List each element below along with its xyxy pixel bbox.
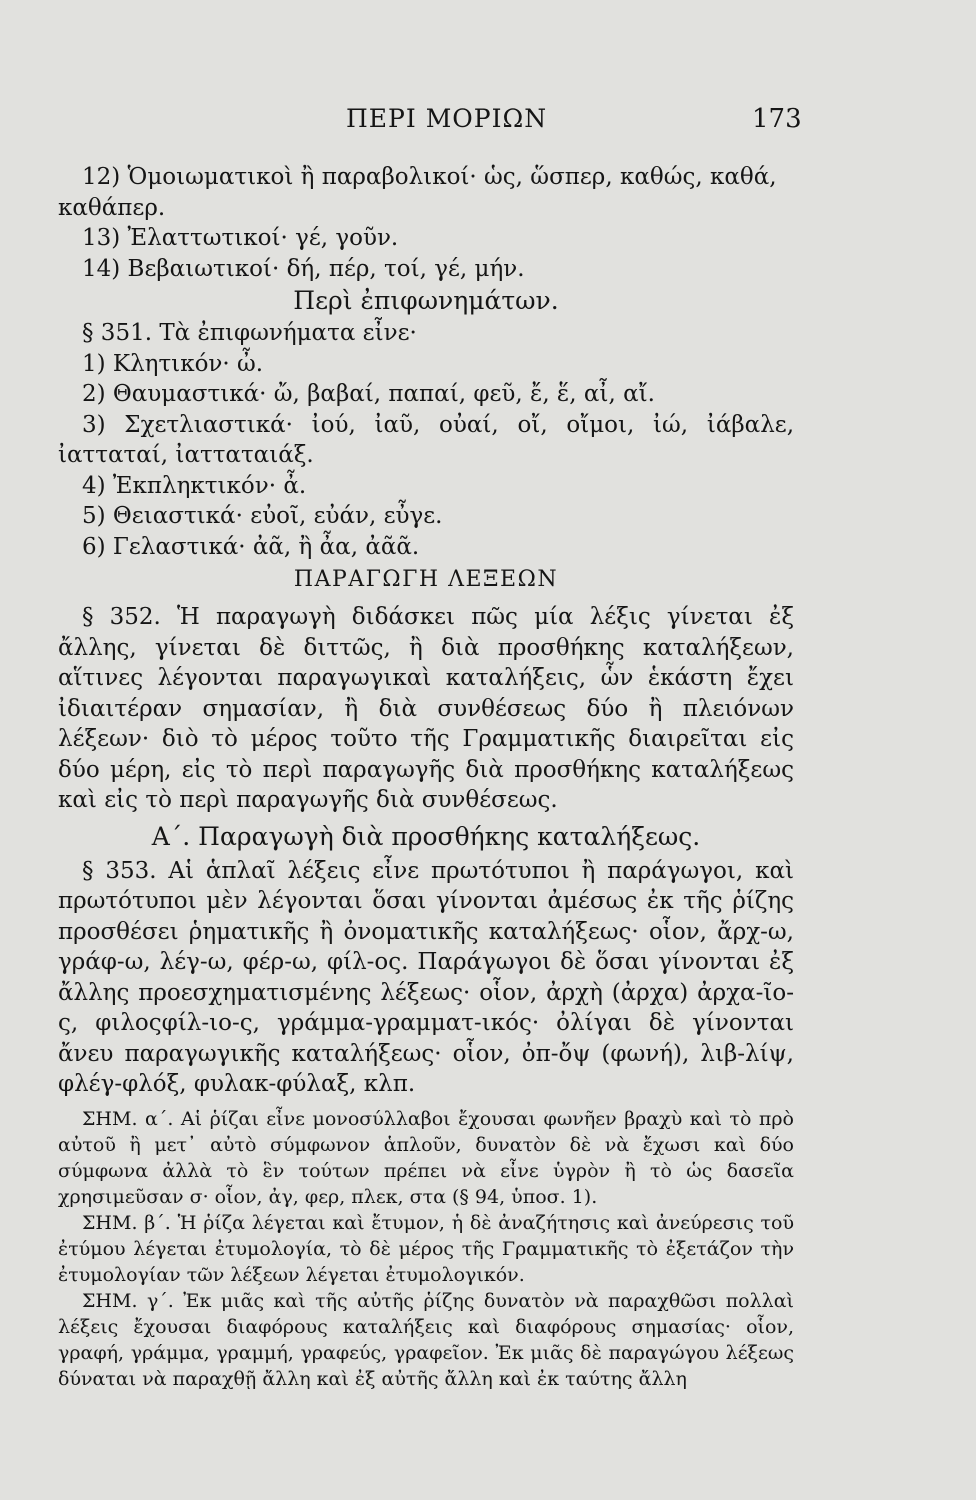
- page-header: [0, 104, 976, 144]
- interjection-6: 6) Γελαστικά· ἀᾶ, ἢ ἆα, ἀᾶᾶ.: [82, 533, 420, 560]
- list-item-12: 12) Ὁμοιωματικοὶ ἢ παραβολικοί· ὡς, ὥσπερ, καθώς, καθά,: [82, 164, 777, 190]
- chapter-heading: ΠΑΡΑΓΩΓΗ ΛΕΞΕΩΝ: [293, 567, 559, 592]
- notes: [58, 1106, 794, 1392]
- list-item-13: 13) Ἐλαττωτικοί· γέ, γοῦν.: [82, 225, 399, 251]
- list-item-12-cont: καθάπερ.: [58, 194, 166, 221]
- paragraph-353: § 353. Αἱ ἁπλαῖ λέξεις εἶνε πρωτότυποι ἢ παράγωγοι, καὶ πρωτότυποι μὲν λέγονται ὅσαι γίνονται ἀμέσως ἐκ τῆς ῥίζης προσθέσει ῥηματικῆς ἢ ὀνοματικῆς καταλήξεως· οἷον, ἄρχ-ω, γράφ-ω, λέγ-ω, φέρ-ω, φίλ-ος. Παράγωγοι δὲ ὅσαι γίνονται ἐξ ἄλλης προεσχηματισμένης λέξεως· οἷον, ἀρχὴ (ἀρχα) ἀρχα-ῖο-ς, φιλοςφίλ-ιο-ς, γράμμα-γραμματ-ικός· ὀλίγαι δὲ γίνονται ἄνευ παραγωγικῆς καταλήξεως· οἷον, ὀπ-ὄψ (φωνή), λιβ-λίψ, φλέγ-φλόξ, φυλακ-φύλαξ, κλπ.: [58, 857, 794, 1097]
- note-a: ΣΗΜ. α΄. Αἱ ῥίζαι εἶνε μονοσύλλαβοι ἔχουσαι φωνῆεν βραχὺ καὶ τὸ πρὸ αὐτοῦ ἢ μετ᾽ αὐτὸ σύμφωνον ἁπλοῦν, δυνατὸν δὲ νὰ ἔχωσι καὶ δύο σύμφωνα ἀλλὰ τὸ ἓν τούτων πρέπει νὰ εἶνε ὑγρὸν ἢ τὸ ὡς δασεῖα χρησιμεῦσαν σ· οἷον, ἀγ, φερ, πλεκ, στα (§ 94, ὑποσ. 1).: [58, 1107, 794, 1208]
- interjection-4: 4) Ἐκπληκτικόν· ἆ.: [82, 472, 307, 499]
- interjection-3: 3) Σχετλιαστικά· ἰού, ἰαῦ, οὐαί, οἴ, οἴμοι, ἰώ, ἰάβαλε, ἰατταταί, ἰατταταιάξ.: [58, 411, 794, 468]
- note-b: ΣΗΜ. β΄. Ἡ ῥίζα λέγεται καὶ ἔτυμον, ἡ δὲ ἀναζήτησις καὶ ἀνεύρεσις τοῦ ἐτύμου λέγεται ἐτυμολογία, τὸ δὲ μέρος τῆς Γραμματικῆς τὸ ἐξετάζον τὴν ἐτυμολογίαν τῶν λέξεων λέγεται ἐτυμολογικόν.: [58, 1211, 794, 1286]
- interjection-1: 1) Κλητικόν· ὦ.: [82, 350, 264, 377]
- note-c: ΣΗΜ. γ΄. Ἐκ μιᾶς καὶ τῆς αὐτῆς ῥίζης δυνατὸν νὰ παραχθῶσι πολλαὶ λέξεις ἔχουσαι διαφόρους καταλήξεις καὶ διαφόρους σημασίας· οἷον, γραφή, γράμμα, γραμμή, γραφεύς, γραφεῖον. Ἐκ μιᾶς δὲ παραγώγου λέξεως δύναται νὰ παραχθῇ ἄλλη καὶ ἐξ αὐτῆς ἄλλη καὶ ἐκ ταύτης ἄλλη: [58, 1289, 794, 1390]
- section-heading: Α΄. Παραγωγὴ διὰ προσθήκης καταλήξεως.: [151, 821, 701, 851]
- list-item-14: 14) Βεβαιωτικοί· δή, πέρ, τοί, γέ, μήν.: [82, 255, 525, 282]
- interjection-5: 5) Θειαστικά· εὐοῖ, εὐάν, εὖγε.: [82, 503, 443, 529]
- interjection-2: 2) Θαυμαστικά· ὤ, βαβαί, παπαί, φεῦ, ἔ, ἕ, αἶ, αἴ.: [82, 381, 655, 407]
- paragraph-351: § 351. Τὰ ἐπιφωνήματα εἶνε·: [82, 320, 417, 346]
- running-head: ΠΕΡΙ ΜΟΡΙΩΝ: [346, 104, 548, 133]
- paragraph-352: § 352. Ἡ παραγωγὴ διδάσκει πῶς μία λέξις γίνεται ἐξ ἄλλης, γίνεται δὲ διττῶς, ἢ διὰ προσθήκης καταλήξεων, αἵτινες λέγονται παραγωγικαὶ καταλήξεις, ὧν ἑκάστη ἔχει ἰδιαιτέραν σημασίαν, ἢ διὰ συνθέσεως δύο ἢ πλειόνων λέξεων· διὸ τὸ μέρος τοῦτο τῆς Γραμματικῆς διαιρεῖται εἰς δύο μέρη, εἰς τὸ περὶ παραγωγῆς διὰ προσθήκης καταλήξεως καὶ εἰς τὸ περὶ παραγωγῆς διὰ συνθέσεως.: [58, 604, 794, 813]
- subsection-title: Περὶ ἐπιφωνημάτων.: [293, 286, 559, 315]
- page-number: 173: [752, 104, 802, 134]
- page-body: [58, 162, 794, 1392]
